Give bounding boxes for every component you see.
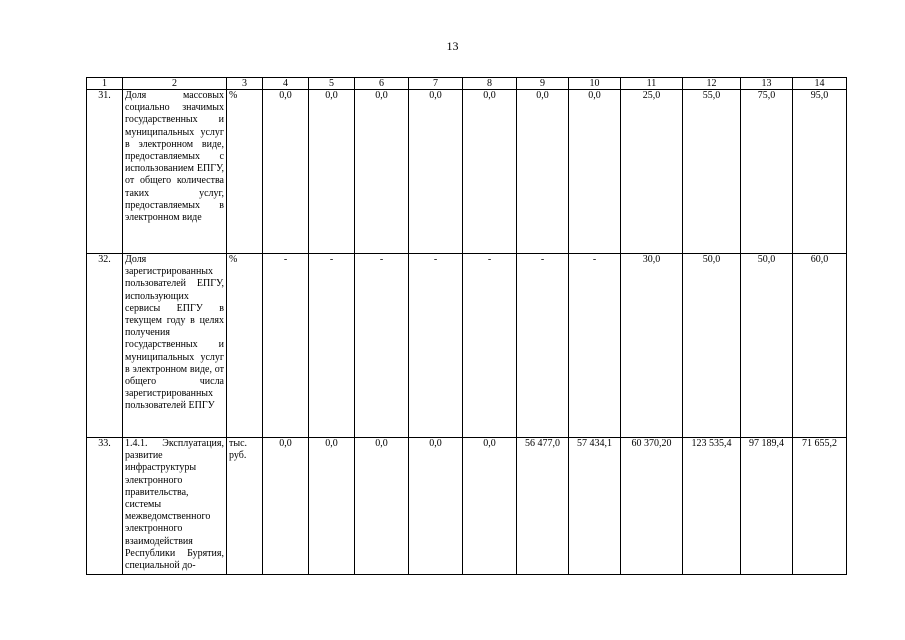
table-row xyxy=(87,90,847,254)
value-cell: 123 535,4 xyxy=(683,438,741,575)
column-header: 11 xyxy=(621,78,683,90)
table-header-row xyxy=(87,78,847,90)
value-cell: 25,0 xyxy=(621,90,683,254)
row-number: 31. xyxy=(87,90,123,254)
value-cell: 50,0 xyxy=(741,254,793,438)
page-number: 13 xyxy=(446,39,459,53)
value-cell: 97 189,4 xyxy=(741,438,793,575)
value-cell: 0,0 xyxy=(355,90,409,254)
column-header: 13 xyxy=(741,78,793,90)
column-header: 6 xyxy=(355,78,409,90)
column-header: 10 xyxy=(569,78,621,90)
column-header: 5 xyxy=(309,78,355,90)
value-cell: 0,0 xyxy=(409,90,463,254)
value-cell: 57 434,1 xyxy=(569,438,621,575)
value-cell: - xyxy=(355,254,409,438)
indicator-name: Доля массовых социально значимых государственных и муниципальных услуг в электронном виде, предоставляемых с использованием ЕПГУ, от общего количества таких услуг, предоставляемых в электронном виде xyxy=(123,90,227,254)
value-cell: 95,0 xyxy=(793,90,847,254)
table-row xyxy=(87,438,847,575)
column-header: 12 xyxy=(683,78,741,90)
column-header: 14 xyxy=(793,78,847,90)
data-table xyxy=(86,77,847,575)
column-header: 4 xyxy=(263,78,309,90)
value-cell: 0,0 xyxy=(463,438,517,575)
value-cell: 71 655,2 xyxy=(793,438,847,575)
value-cell: - xyxy=(309,254,355,438)
value-cell: 0,0 xyxy=(569,90,621,254)
value-cell: 0,0 xyxy=(463,90,517,254)
unit-cell: тыс. руб. xyxy=(227,438,263,575)
value-cell: - xyxy=(263,254,309,438)
row-number: 33. xyxy=(87,438,123,575)
column-header: 1 xyxy=(87,78,123,90)
column-header: 2 xyxy=(123,78,227,90)
value-cell: - xyxy=(569,254,621,438)
row-number: 32. xyxy=(87,254,123,438)
value-cell: 0,0 xyxy=(409,438,463,575)
unit-cell: % xyxy=(227,254,263,438)
column-header: 8 xyxy=(463,78,517,90)
value-cell: 0,0 xyxy=(517,90,569,254)
unit-cell: % xyxy=(227,90,263,254)
column-header: 7 xyxy=(409,78,463,90)
value-cell: - xyxy=(463,254,517,438)
value-cell: - xyxy=(517,254,569,438)
column-header: 3 xyxy=(227,78,263,90)
value-cell: 60 370,20 xyxy=(621,438,683,575)
indicator-name: Доля зарегистрированных пользователей ЕПГУ, использующих сервисы ЕПГУ в текущем году в целях получения государственных и муниципальных услуг в электронном виде, от общего числа зарегистрированных пользователей ЕПГУ xyxy=(123,254,227,438)
value-cell: 0,0 xyxy=(309,438,355,575)
value-cell: 0,0 xyxy=(355,438,409,575)
column-header: 9 xyxy=(517,78,569,90)
value-cell: 0,0 xyxy=(263,438,309,575)
value-cell: 0,0 xyxy=(263,90,309,254)
value-cell: 60,0 xyxy=(793,254,847,438)
value-cell: 75,0 xyxy=(741,90,793,254)
indicator-name: 1.4.1. Эксплуатация, развитие инфраструктуры электронного правительства, системы межведомственного электронного взаимодействия Республики Бурятия, специальной до- xyxy=(123,438,227,575)
value-cell: 50,0 xyxy=(683,254,741,438)
value-cell: - xyxy=(409,254,463,438)
value-cell: 0,0 xyxy=(309,90,355,254)
value-cell: 30,0 xyxy=(621,254,683,438)
value-cell: 55,0 xyxy=(683,90,741,254)
table-row xyxy=(87,254,847,438)
value-cell: 56 477,0 xyxy=(517,438,569,575)
